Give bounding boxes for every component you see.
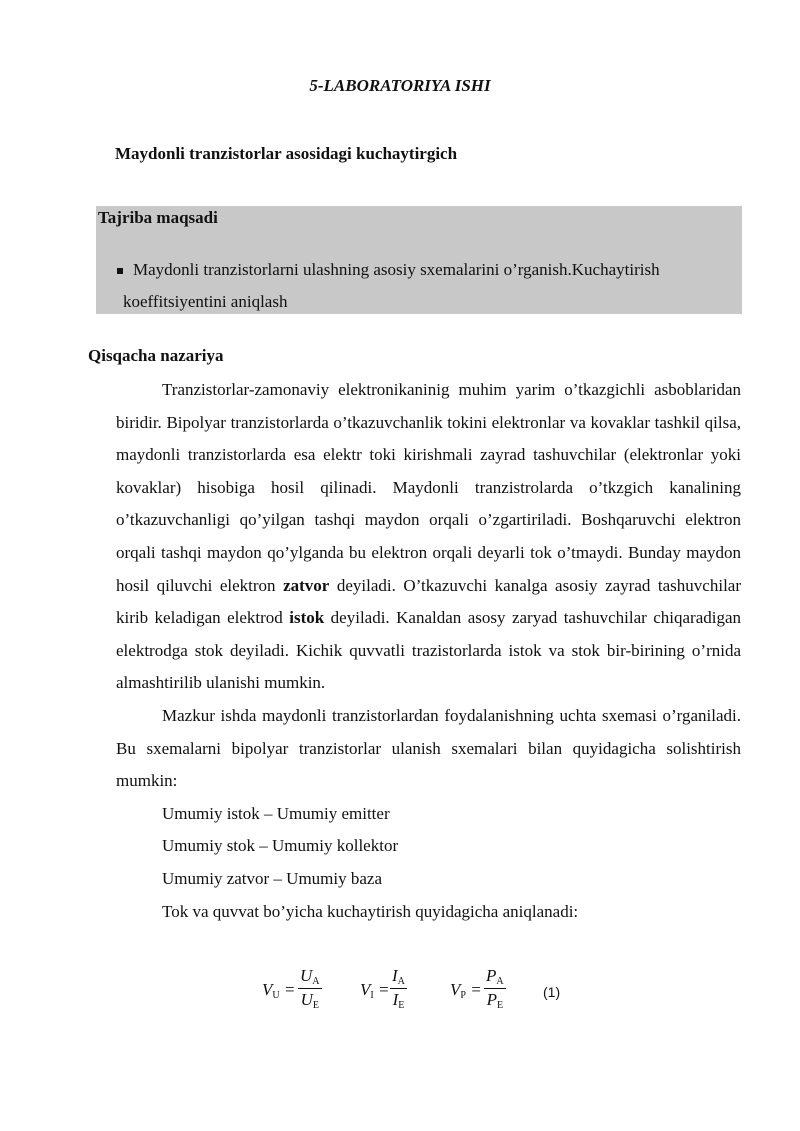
goal-bullet-continuation: koeffitsiyentini aniqlash [123,292,288,311]
goal-bullet-text: Maydonli tranzistorlarni ulashning asosiy sxemalarini o’rganish.Kuchaytirish [133,260,660,279]
theory-heading: Qisqacha nazariya [88,346,224,365]
scheme-line-2: Umumiy stok – Umumiy kollektor [162,836,399,856]
theory-body [116,374,741,928]
page-title: 5-LABORATORIYA ISHI [309,76,491,95]
formula-power-fraction: $\frac{P_A}{P_E}$ [486,966,504,1011]
goal-bullet-item [117,260,660,280]
goal-heading: Tajriba maqsadi [98,208,218,227]
scheme-line-3: Umumiy zatvor – Umumiy baza [162,868,383,888]
formula-voltage-gain-lhs: $V_U$ = [262,980,296,1001]
theory-paragraph-2: Mazkur ishda maydonli tranzistorlardan foydalanishning uchta sxemasi o’rganiladi. Bu sxemalarni bipolyar tranzistorlar ulanish sxemalari bilan quyidagicha solishtirish mumkin: [116,705,741,791]
formula-voltage-fraction: $\frac{U_A}{U_E}$ [300,966,320,1011]
formula-intro: Tok va quvvat bo’yicha kuchaytirish quyidagicha aniqlanadi: [162,901,579,921]
theory-paragraph-1 [116,374,741,700]
term-istok: istok [289,608,325,628]
equation-number: (1) [543,984,561,1000]
formula-power-gain-lhs: $V_P$ = [450,980,482,1001]
gain-formula [262,962,572,1018]
paragraph-text: Tranzistorlar-zamonaviy elektronikaninig muhim yarim o’tkazgichli asboblaridan biridir. Bipolyar tranzistorlarda o’tkazuvchanlik tokini elektronlar va kovaklar tashkil qilsa, maydonli tranzistorlarda esa elektr toki kirishmali zayrad tashuvchilar (elektronlar yoki kovaklar) hisobiga hosil qilinadi. Maydonli tranzistrolarda o’tkzgich kanalining o’tkazuvchanligi qo’yilgan tashqi maydon orqali o’zgartiriladi. Boshqaruvchi elektron orqali tashqi maydon qo’ylganda bu elektron orqali deyarli tok o’tmaydi. Bunday maydon hosil qiluvchi elektron [116,380,741,595]
paragraph-text: deyiladi. O’tkazuvchi kanalga asosiy zayrad tashuvchilar kirib keladigan elektrod [116,575,741,628]
formula-current-fraction: $\frac{I_A}{I_E}$ [392,966,405,1011]
term-zatvor: zatvor [283,575,330,595]
scheme-line-1: Umumiy istok – Umumiy emitter [162,803,390,823]
document-subtitle: Maydonli tranzistorlar asosidagi kuchaytirgich [115,144,458,163]
bullet-icon [117,268,123,274]
formula-current-gain-lhs: $V_I$ = [360,980,390,1001]
paragraph-text: deyiladi. Kanaldan asosy zaryad tashuvchilar chiqaradigan elektrodga stok deyiladi. Kichik quvvatli trazistorlarda istok va stok bir-birining o’rnida almashtirilib ulanishi mumkin. [116,608,742,693]
